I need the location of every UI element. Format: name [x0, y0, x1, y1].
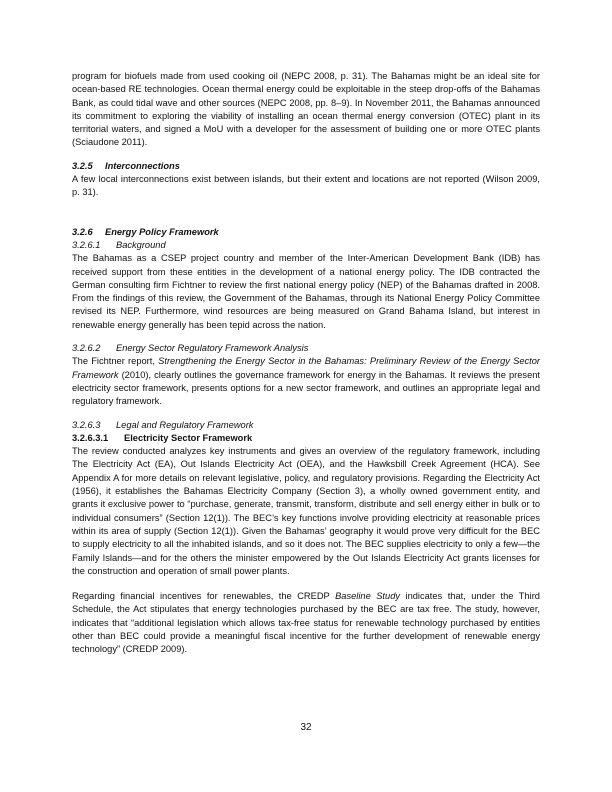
heading-number: 3.2.6.2 — [72, 343, 101, 354]
regulatory-analysis-paragraph — [72, 355, 540, 408]
heading-number: 3.2.6.3.1 — [72, 432, 109, 443]
heading-electricity-sector-framework — [72, 432, 540, 445]
heading-title: Energy Sector Regulatory Framework Analysis — [116, 343, 309, 354]
heading-interconnections — [72, 160, 540, 173]
text: The Fichtner report, — [72, 356, 159, 367]
interconnections-paragraph: A few local interconnections exist between islands, but their extent and locations are not reported (Wilson 2009, p. 31). — [72, 174, 540, 198]
heading-title: Interconnections — [105, 160, 180, 171]
heading-background — [72, 239, 540, 252]
heading-legal-regulatory-framework — [72, 419, 540, 432]
heading-title: Legal and Regulatory Framework — [116, 419, 254, 430]
study-title: Baseline Study — [335, 591, 401, 602]
electricity-sector-paragraph: The review conducted analyzes key instruments and gives an overview of the regulatory framework, including The Electricity Act (EA), Out Islands Electricity Act (OEA), and the Hawksbill Creek Agreement (HCA). See Appendix A for more details on relevant legislative, policy, and regulatory provisions. Regarding the Electricity Act (1956), it establishes the Bahamas Electricity Company (Section 3), a wholly owned government entity, and grants it exclusive power to “purchase, generate, transmit, transform, distribute and sell energy either in bulk or to individual consumers” (Section 12(1)). The BEC’s key functions involve providing electricity at reasonable prices within its area of supply (Section 12(1)). Given the Bahamas’ geography it would prove very difficult for the BEC to supply electricity to all the inhabited islands, and so it does not. The BEC supplies electricity to only a few—the Family Islands—and for the others the minister empowered by the Out Islands Electricity Act grants licenses for the construction and operation of small power plants. — [72, 446, 540, 576]
heading-title: Electricity Sector Framework — [124, 432, 253, 443]
text: Regarding financial incentives for renewables, the CREDP — [72, 591, 336, 602]
text: indicates that, under the Third Schedule, the Act stipulates that energy technologies purchased by the BEC are tax free. The study, however, indicates that “additional legislation which allows tax-free status for renewable technology purchased by entities other than BEC could provide a meaningful fiscal incentive for the further development of renewable energy technology” (CREDP 2009). — [72, 591, 540, 655]
financial-incentives-paragraph — [72, 590, 540, 656]
text: (2010), clearly outlines the governance framework for energy in the Bahamas. It reviews the present electricity sector framework, presents options for a new sector framework, and outlines an appropriate legal and regulatory framework. — [72, 369, 540, 407]
heading-number: 3.2.6 — [72, 226, 93, 237]
report-title: Strengthening the Energy Sector in the Bahamas: Preliminary Review of the Energy Sector Framework — [72, 356, 540, 380]
heading-energy-policy-framework — [72, 226, 540, 239]
document-page — [72, 70, 540, 657]
heading-regulatory-framework-analysis — [72, 342, 540, 355]
page-number: 32 — [300, 722, 312, 733]
heading-number: 3.2.6.3 — [72, 419, 101, 430]
intro-paragraph: program for biofuels made from used cooking oil (NEPC 2008, p. 31). The Bahamas might be an ideal site for ocean-based RE technologies. Ocean thermal energy could be exploitable in the steep drop-offs of the Bahamas Bank, as could tidal wave and other sources (NEPC 2008, pp. 8–9). In November 2011, the Bahamas announced its commitment to exploring the viability of installing an ocean thermal energy conversion (OTEC) plant in its territorial waters, and signed a MoU with a developer for the assessment of building one or more OTEC plants (Sciaudone 2011). — [72, 71, 540, 148]
heading-number: 3.2.5 — [72, 160, 93, 171]
heading-number: 3.2.6.1 — [72, 239, 101, 250]
heading-title: Background — [116, 239, 166, 250]
background-paragraph: The Bahamas as a CSEP project country and member of the Inter-American Development Bank (IDB) has received support from these entities in the development of a national energy policy. The IDB contracted the German consulting firm Fichtner to review the first national energy policy (NEP) of the Bahamas drafted in 2008. From the findings of this review, the Government of the Bahamas, through its National Energy Policy Committee revised its NEP. Furthermore, wind resources are being measured on Grand Bahama Island, but interest in renewable energy generally has been tepid across the nation. — [72, 253, 540, 330]
heading-title: Energy Policy Framework — [105, 226, 219, 237]
